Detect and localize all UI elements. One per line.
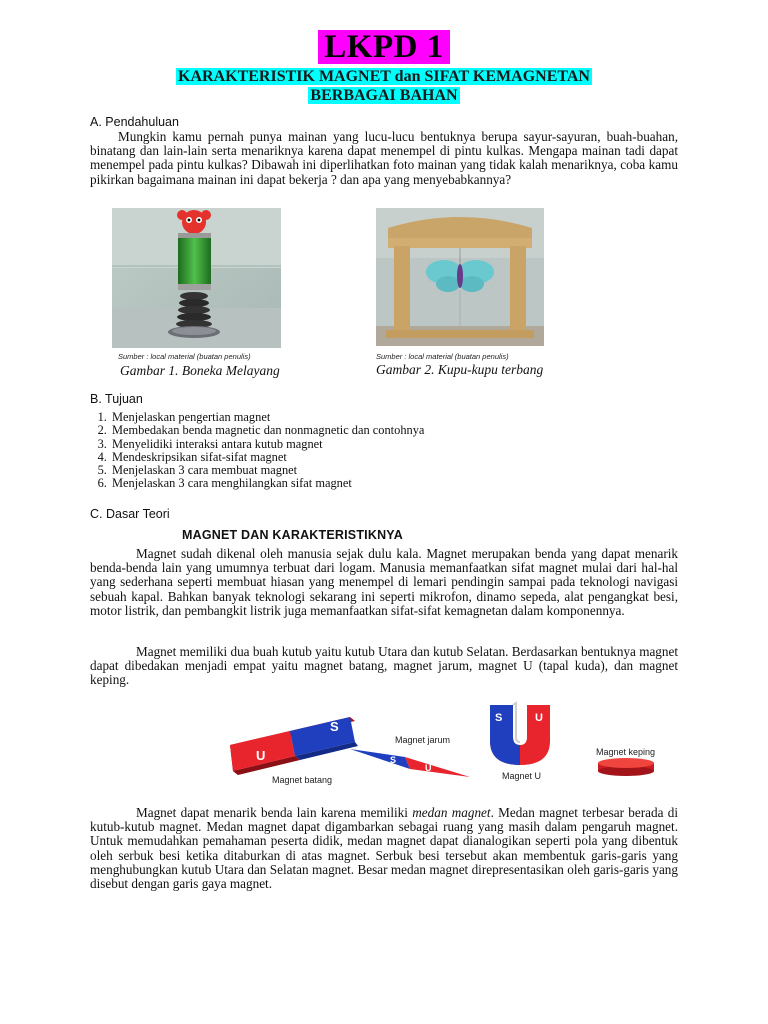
theory-paragraph-1: Magnet sudah dikenal oleh manusia sejak dulu kala. Magnet merupakan benda yang dapat menarik benda-benda lain yang umumnya terbuat dari logam. Manusia memanfaatkan sifat magnet mulai dari hal-hal yang sederhana seperti membuat hiasan yang menempel di lemari pendingin sampai pada teknologi navigasi sebuah kapal. Bahkan banyak teknologi sekarang ini seperti mikrofon, dinamo sepeda, alat pengangkat besi, motor listrik, dan pembangkit listrik juga memanfaatkan sifat-sifat kemagnetan dalam komponennya. — [90, 546, 678, 618]
needle-magnet-label: Magnet jarum — [395, 735, 451, 745]
goals-list — [84, 411, 684, 491]
section-c-title: MAGNET DAN KARAKTERISTIKNYA — [182, 528, 403, 542]
bar-magnet-label: Magnet batang — [272, 775, 333, 785]
photo-kupu-kupu-image — [376, 208, 544, 346]
figure-2-source: Sumber : local material (buatan penulis) — [376, 352, 509, 361]
list-item: 1. Menjelaskan pengertian magnet — [110, 411, 684, 424]
goals-list-wrap — [84, 411, 684, 491]
section-a-heading: A. Pendahuluan — [90, 115, 179, 129]
medan-magnet-term: medan magnet — [412, 805, 491, 820]
list-item: 2. Membedakan benda magnetic dan nonmagnetic dan contohnya — [110, 424, 684, 437]
u-magnet — [490, 703, 550, 781]
figure-2-caption: Gambar 2. Kupu-kupu terbang — [376, 362, 544, 377]
bar-pole-u: U — [256, 748, 266, 763]
page-title: LKPD 1 — [318, 30, 449, 64]
bar-pole-s: S — [330, 719, 339, 734]
disc-magnet-label: Magnet keping — [596, 747, 656, 757]
section-c-heading: C. Dasar Teori — [90, 507, 170, 521]
photo-kupu-kupu-terbang — [376, 208, 544, 346]
photo-boneka-melayang — [112, 208, 281, 348]
magnet-types-figure-image — [230, 697, 662, 789]
theory-paragraph-2: Magnet memiliki dua buah kutub yaitu kutub Utara dan kutub Selatan. Berdasarkan bentuknya magnet dapat dibedakan menjadi empat yaitu magnet batang, magnet jarum, magnet U (tapal kuda), dan magnet keping. — [90, 644, 679, 688]
section-a-paragraph: Mungkin kamu pernah punya mainan yang lucu-lucu bentuknya berupa sayur-sayuran, buah-buahan, binatang dan lain-lain serta menariknya karena dapat menempel di pintu kulkas. Mengapa mainan tadi dapat menempel pada pintu kulkas? Dibawah ini diperlihatkan foto mainan yang tidak kalah menariknya, coba kamu pikirkan bagaimana mainan ini dapat bekerja ? dan apa yang menyebabkannya? — [90, 129, 678, 187]
bar-magnet — [230, 717, 358, 785]
figure-1-source: Sumber : local material (buatan penulis) — [118, 352, 251, 361]
needle-pole-s: S — [390, 755, 397, 765]
subtitle-line-1: KARAKTERISTIK MAGNET dan SIFAT KEMAGNETAN — [178, 68, 590, 85]
list-item: 5. Menjelaskan 3 cara membuat magnet — [110, 464, 684, 477]
list-item: 4. Mendeskripsikan sifat-sifat magnet — [110, 451, 684, 464]
figure-1-caption: Gambar 1. Boneka Melayang — [120, 363, 280, 378]
u-pole-s: S — [495, 712, 503, 724]
page-title-wrap — [0, 30, 768, 64]
section-b-heading: B. Tujuan — [90, 392, 143, 406]
needle-pole-u: U — [425, 763, 432, 773]
subtitle-line-2: BERBAGAI BAHAN — [310, 87, 458, 104]
u-magnet-label: Magnet U — [502, 771, 542, 781]
photo-boneka-melayang-image — [112, 208, 281, 348]
list-item: 6. Menjelaskan 3 cara menghilangkan sifat magnet — [110, 477, 684, 490]
needle-magnet — [350, 735, 470, 777]
list-item: 3. Menyelidiki interaksi antara kutub magnet — [110, 438, 684, 451]
theory-paragraph-3: Magnet dapat menarik benda lain karena memiliki medan magnet. Medan magnet terbesar berada di kutub-kutub magnet. Medan magnet dapat digambarkan sebagai ruang yang masih dalam pengaruh magnet. Untuk memudahkan pemahaman peserta didik, medan magnet dapat dianalogikan seperti pola yang dibentuk oleh serbuk besi ketika ditaburkan di atas magnet. Serbuk besi tersebut akan membentuk garis-garis yang menghubungkan kutub Utara dan Selatan magnet. Besar medan magnet direpresentasikan oleh garis-garis yang disebut dengan garis gaya magnet. — [90, 805, 678, 892]
u-pole-u: U — [535, 712, 543, 724]
magnet-types-figure — [230, 697, 662, 789]
disc-magnet — [596, 747, 655, 776]
